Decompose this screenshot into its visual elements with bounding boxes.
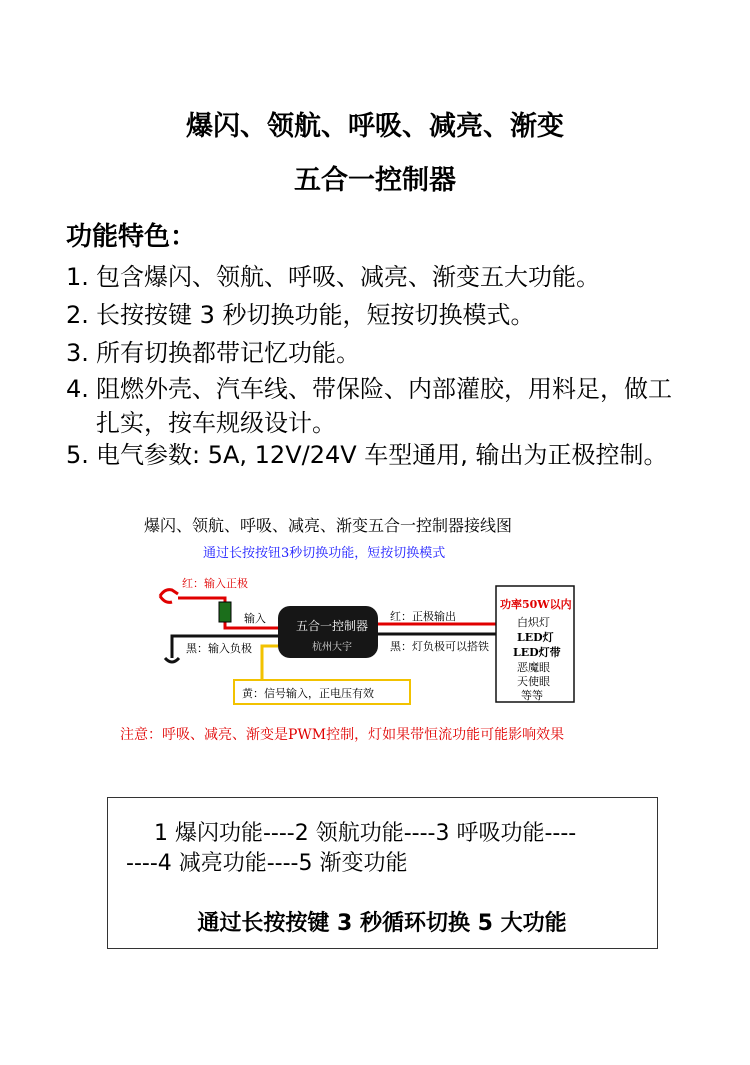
feature-item-3 bbox=[66, 336, 706, 371]
feature-text: 长按按键 3 秒切换功能，短按切换模式。 bbox=[96, 301, 535, 329]
load-item-2: LED灯 bbox=[517, 631, 554, 644]
red-input-hook bbox=[160, 590, 178, 596]
title-line-2: 五合一控制器 bbox=[294, 165, 456, 196]
feature-item-4 bbox=[66, 372, 706, 407]
controller-sub: 杭州大宇 bbox=[312, 642, 352, 653]
ground-hook-icon bbox=[165, 640, 179, 662]
feature-text: 包含爆闪、领航、呼吸、减亮、渐变五大功能。 bbox=[96, 263, 600, 291]
feature-item-4-continued: 扎实，按车规级设计。 bbox=[96, 409, 336, 437]
red-input-label: 红：输入正极 bbox=[182, 577, 248, 590]
diagram-subtitle: 通过长按按钮3秒切换功能，短按切换模式 bbox=[203, 546, 446, 561]
red-output-label: 红：正极输出 bbox=[390, 610, 456, 623]
feature-number: 2. bbox=[66, 301, 89, 329]
feature-item-1 bbox=[66, 260, 706, 295]
feature-item-5 bbox=[66, 438, 706, 473]
summary-box bbox=[107, 797, 658, 949]
load-item-1: 白炽灯 bbox=[517, 616, 550, 629]
summary-line-3: 通过长按按键 3 秒循环切换 5 大功能 bbox=[197, 911, 567, 936]
feature-text: 所有切换都带记忆功能。 bbox=[96, 339, 360, 367]
feature-item-2 bbox=[66, 298, 706, 333]
feature-text: 阻燃外壳、汽车线、带保险、内部灌胶，用料足，做工 bbox=[96, 375, 672, 403]
load-item-6: 等等 bbox=[521, 689, 543, 702]
title-line-1: 爆闪、领航、呼吸、减亮、渐变 bbox=[186, 111, 564, 142]
pwm-warning: 注意：呼吸、减亮、渐变是PWM控制，灯如果带恒流功能可能影响效果 bbox=[120, 727, 565, 743]
load-item-4: 恶魔眼 bbox=[517, 661, 550, 674]
load-title: 功率50W以内 bbox=[500, 598, 572, 611]
black-input-wire bbox=[172, 636, 278, 640]
feature-number: 3. bbox=[66, 339, 89, 367]
diagram-title: 爆闪、领航、呼吸、减亮、渐变五合一控制器接线图 bbox=[144, 516, 513, 535]
feature-text: 电气参数: 5A, 12V/24V 车型通用, 输出为正极控制。 bbox=[96, 441, 668, 469]
input-label: 输入 bbox=[244, 612, 266, 625]
red-input-hook-lower bbox=[160, 596, 172, 602]
controller-name: 五合一控制器 bbox=[296, 619, 369, 633]
summary-line-2: ----4 减亮功能----5 渐变功能 bbox=[126, 851, 408, 876]
load-item-3: LED灯带 bbox=[513, 646, 561, 659]
black-input-label: 黑：输入负极 bbox=[186, 642, 252, 655]
feature-number: 4. bbox=[66, 375, 89, 403]
black-output-label: 黑：灯负极可以搭铁 bbox=[390, 640, 489, 653]
feature-number: 5. bbox=[66, 441, 89, 469]
yellow-signal-label: 黄：信号输入，正电压有效 bbox=[242, 687, 374, 700]
load-item-5: 天使眼 bbox=[517, 675, 550, 688]
summary-line-1: 1 爆闪功能----2 领航功能----3 呼吸功能---- bbox=[154, 821, 577, 846]
wiring-diagram bbox=[0, 570, 750, 720]
features-heading: 功能特色： bbox=[66, 222, 197, 252]
feature-number: 1. bbox=[66, 263, 89, 291]
fuse-icon bbox=[219, 602, 231, 622]
